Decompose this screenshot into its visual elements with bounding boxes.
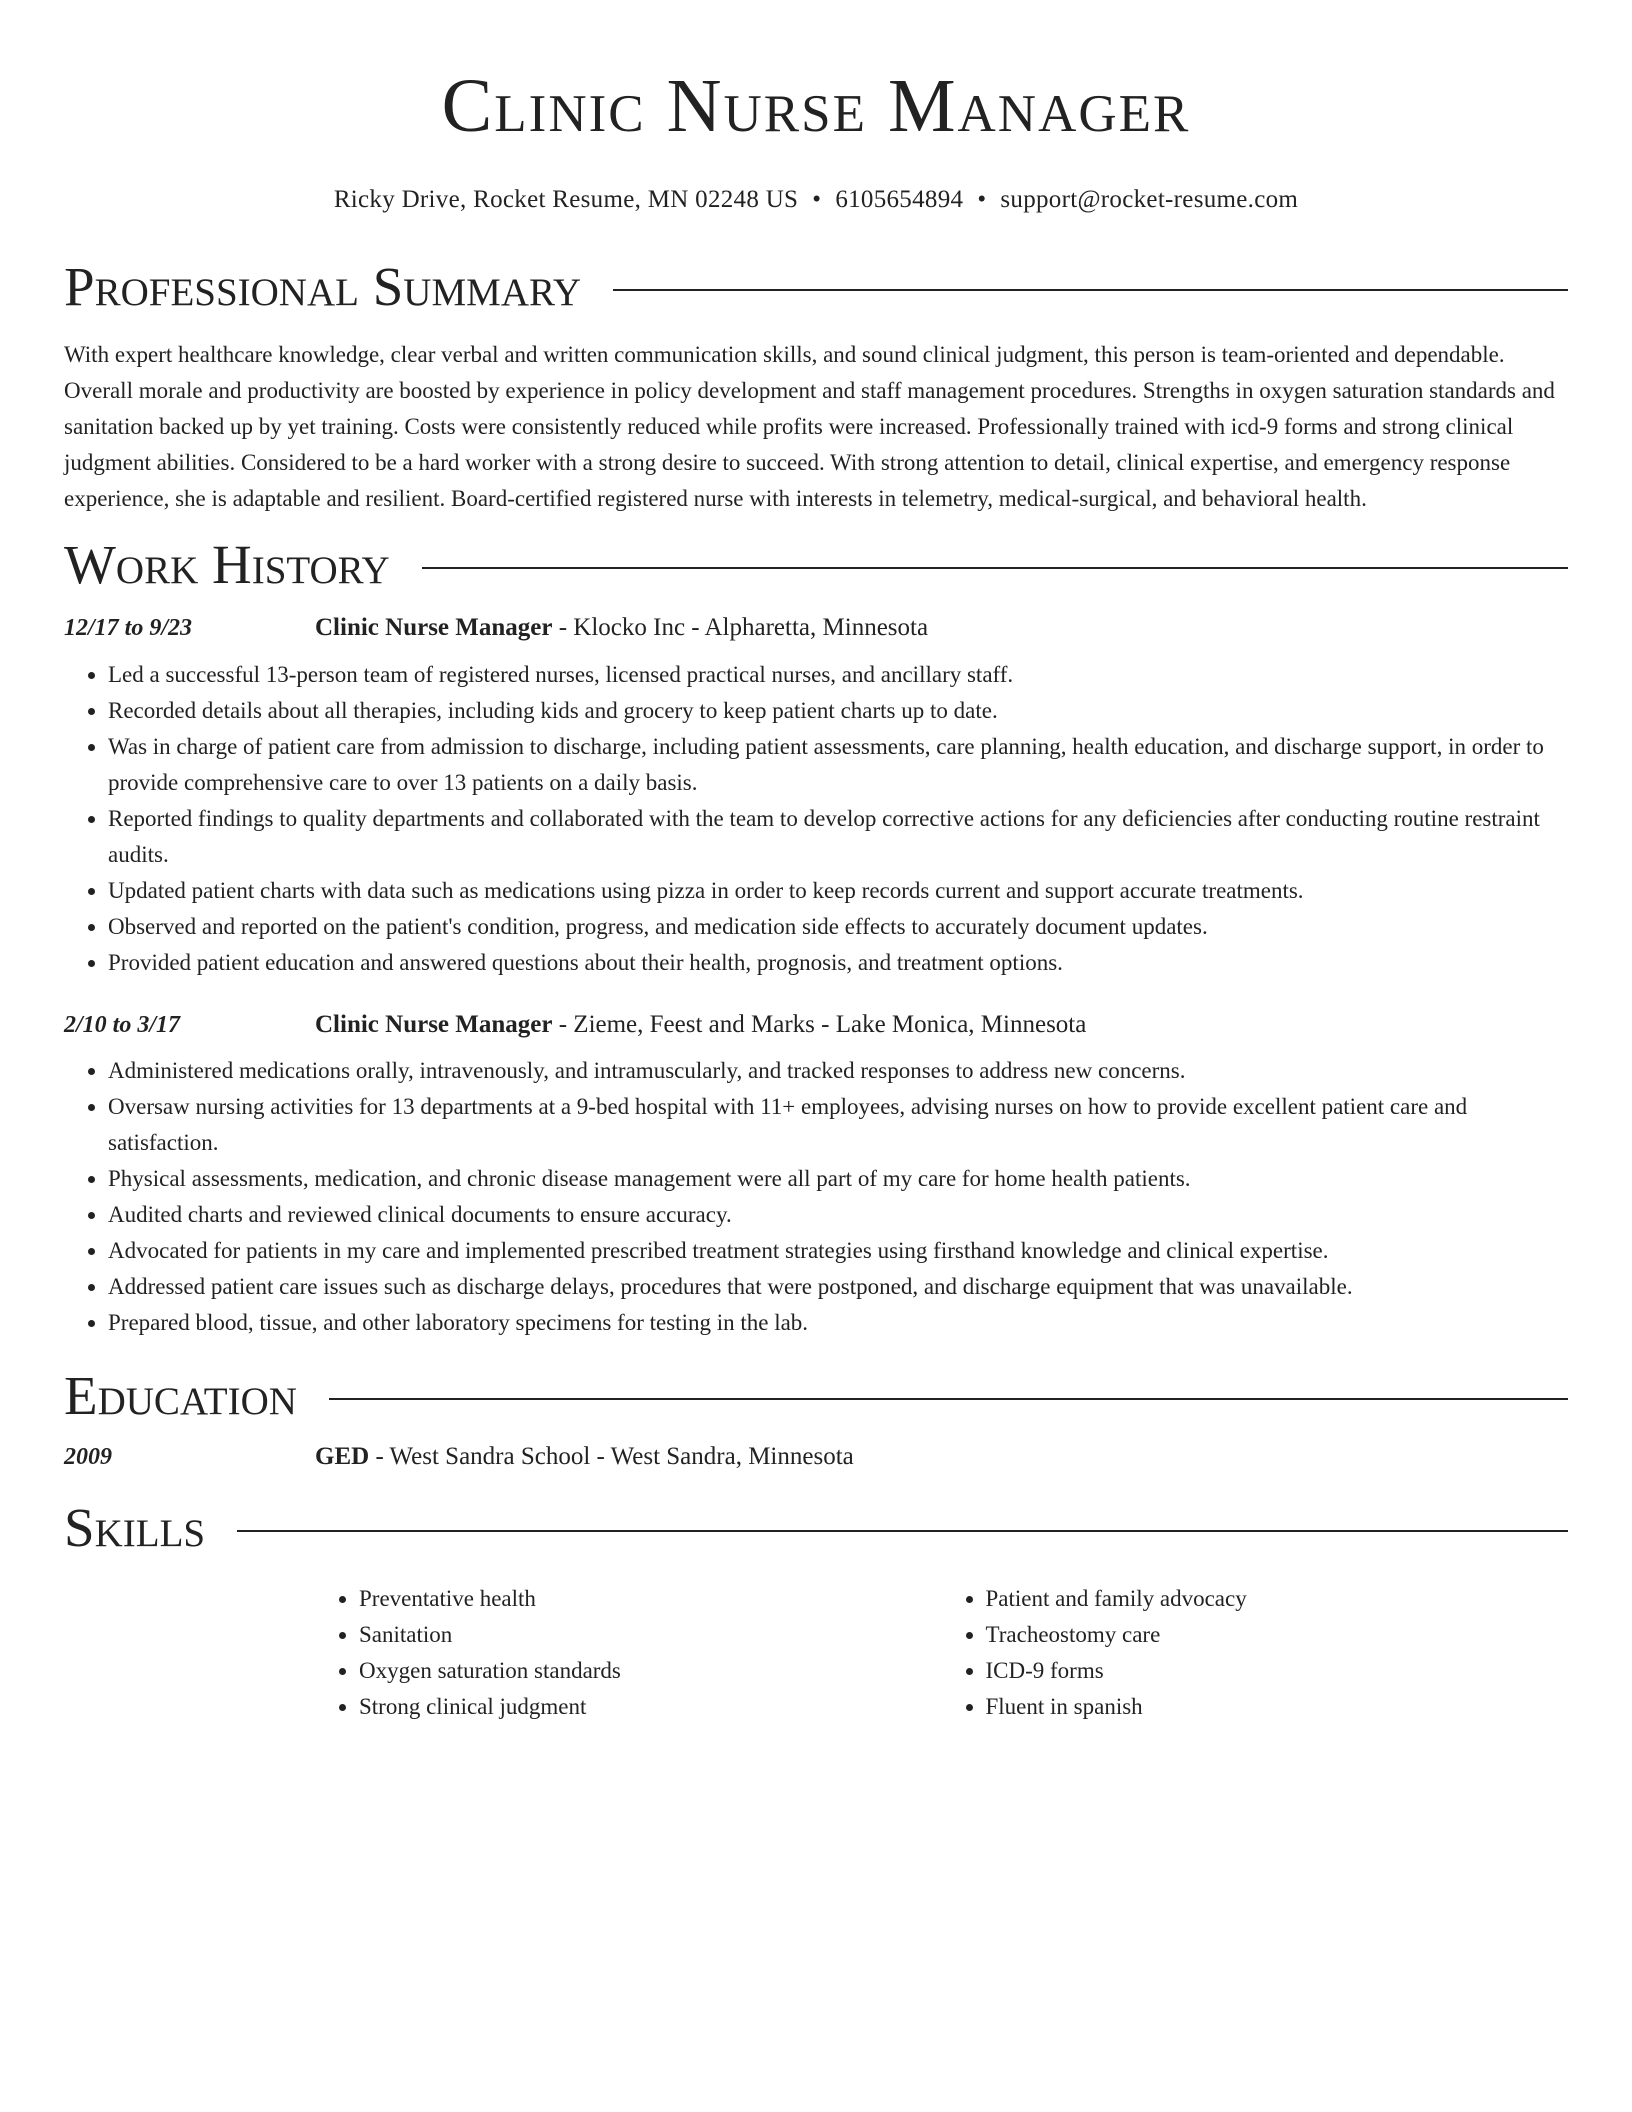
- list-item: • Led a successful 13-person team of registered nurses, licensed practical nurses, and ancillary staff.: [108, 657, 1568, 693]
- section-divider: [329, 1398, 1568, 1400]
- skills-header: [64, 1495, 1568, 1561]
- job-role: Clinic Nurse Manager: [315, 1011, 553, 1038]
- contact-separator: •: [977, 186, 987, 213]
- job-details: - Zieme, Feest and Marks - Lake Monica, Minnesota: [552, 1011, 1087, 1038]
- education-degree: GED: [315, 1443, 370, 1470]
- list-item: • Provided patient education and answered questions about their health, prognosis, and treatment options.: [108, 945, 1568, 981]
- skill-item: • ICD-9 forms: [986, 1653, 1569, 1689]
- job-header: [64, 1011, 1568, 1039]
- job-title-line: [315, 614, 928, 642]
- work-history-title: Work History: [64, 534, 390, 595]
- education-header: [64, 1363, 1568, 1429]
- job-header: [64, 614, 1568, 642]
- job-dates: 12/17 to 9/23: [64, 615, 193, 641]
- skills-title: Skills: [64, 1497, 206, 1558]
- contact-email: support@rocket-resume.com: [1000, 186, 1299, 213]
- summary-text: With expert healthcare knowledge, clear verbal and written communication skills, and sound clinical judgment, this person is team-oriented and dependable. Overall morale and productivity are boosted by experience in policy development and staff management procedures. Strengths in oxygen saturation standards and sanitation backed up by yet training. Costs were consistently reduced while profits were increased. Professionally trained with icd-9 forms and strong clinical judgment abilities. Considered to be a hard worker with a strong desire to succeed. With strong attention to detail, clinical expertise, and emergency response experience, she is adaptable and resilient. Board-certified registered nurse with interests in telemetry, medical-surgical, and behavioral health.: [64, 342, 1555, 511]
- skill-item: • Fluent in spanish: [986, 1689, 1569, 1725]
- list-item: • Recorded details about all therapies, including kids and grocery to keep patient charts up to date.: [108, 693, 1568, 729]
- job-entry: [64, 614, 1568, 981]
- list-item: • Addressed patient care issues such as discharge delays, procedures that were postponed, and discharge equipment that was unavailable.: [108, 1269, 1568, 1305]
- skill-item: • Oxygen saturation standards: [359, 1653, 942, 1689]
- contact-address: Ricky Drive, Rocket Resume, MN 02248 US: [333, 186, 799, 213]
- education-details: - West Sandra School - West Sandra, Minnesota: [369, 1443, 854, 1470]
- skill-item: • Patient and family advocacy: [986, 1581, 1569, 1617]
- job-entry: [64, 1011, 1568, 1341]
- skill-item: • Tracheostomy care: [986, 1617, 1569, 1653]
- resume-page: [64, 0, 1568, 1725]
- contact-phone: 6105654894: [835, 186, 964, 213]
- resume-name: Clinic Nurse Manager: [441, 64, 1191, 148]
- list-item: • Observed and reported on the patient's condition, progress, and medication side effects to accurately document updates.: [108, 909, 1568, 945]
- list-item: • Audited charts and reviewed clinical documents to ensure accuracy.: [108, 1197, 1568, 1233]
- education-title: Education: [64, 1365, 297, 1426]
- job-bullets: [64, 657, 1568, 981]
- summary-title: Professional Summary: [64, 256, 582, 317]
- skills-list-right: [942, 1581, 1569, 1725]
- skills-list-left: [315, 1581, 942, 1725]
- list-item: • Oversaw nursing activities for 13 departments at a 9-bed hospital with 11+ employees, advising nurses on how to provide excellent patient care and satisfaction.: [108, 1089, 1568, 1161]
- list-item: • Reported findings to quality departments and collaborated with the team to develop corrective actions for any deficiencies after conducting routine restraint audits.: [108, 801, 1568, 873]
- education-year: 2009: [64, 1444, 112, 1470]
- contact-separator: •: [812, 186, 822, 213]
- job-dates: 2/10 to 3/17: [64, 1012, 181, 1038]
- list-item: • Administered medications orally, intravenously, and intramuscularly, and tracked responses to address new concerns.: [108, 1053, 1568, 1089]
- section-divider: [422, 567, 1568, 569]
- job-role: Clinic Nurse Manager: [315, 614, 553, 641]
- list-item: • Was in charge of patient care from admission to discharge, including patient assessments, care planning, health education, and discharge support, in order to provide comprehensive care to over 13 patients on a daily basis.: [108, 729, 1568, 801]
- list-item: • Advocated for patients in my care and implemented prescribed treatment strategies using firsthand knowledge and clinical expertise.: [108, 1233, 1568, 1269]
- list-item: • Prepared blood, tissue, and other laboratory specimens for testing in the lab.: [108, 1305, 1568, 1341]
- work-history-header: [64, 532, 1568, 598]
- skills-columns: [315, 1581, 1568, 1725]
- job-details: - Klocko Inc - Alpharetta, Minnesota: [552, 614, 929, 641]
- job-bullets: [64, 1053, 1568, 1341]
- summary-header: [64, 254, 1568, 320]
- job-title-line: [315, 1011, 1086, 1039]
- list-item: • Updated patient charts with data such as medications using pizza in order to keep records current and support accurate treatments.: [108, 873, 1568, 909]
- contact-line: [64, 183, 1568, 217]
- skill-item: • Preventative health: [359, 1581, 942, 1617]
- section-divider: [237, 1530, 1568, 1532]
- skill-item: • Sanitation: [359, 1617, 942, 1653]
- section-divider: [613, 289, 1568, 291]
- education-entry: [64, 1443, 1568, 1471]
- list-item: • Physical assessments, medication, and chronic disease management were all part of my care for home health patients.: [108, 1161, 1568, 1197]
- education-title-line: [315, 1443, 854, 1471]
- skill-item: • Strong clinical judgment: [359, 1689, 942, 1725]
